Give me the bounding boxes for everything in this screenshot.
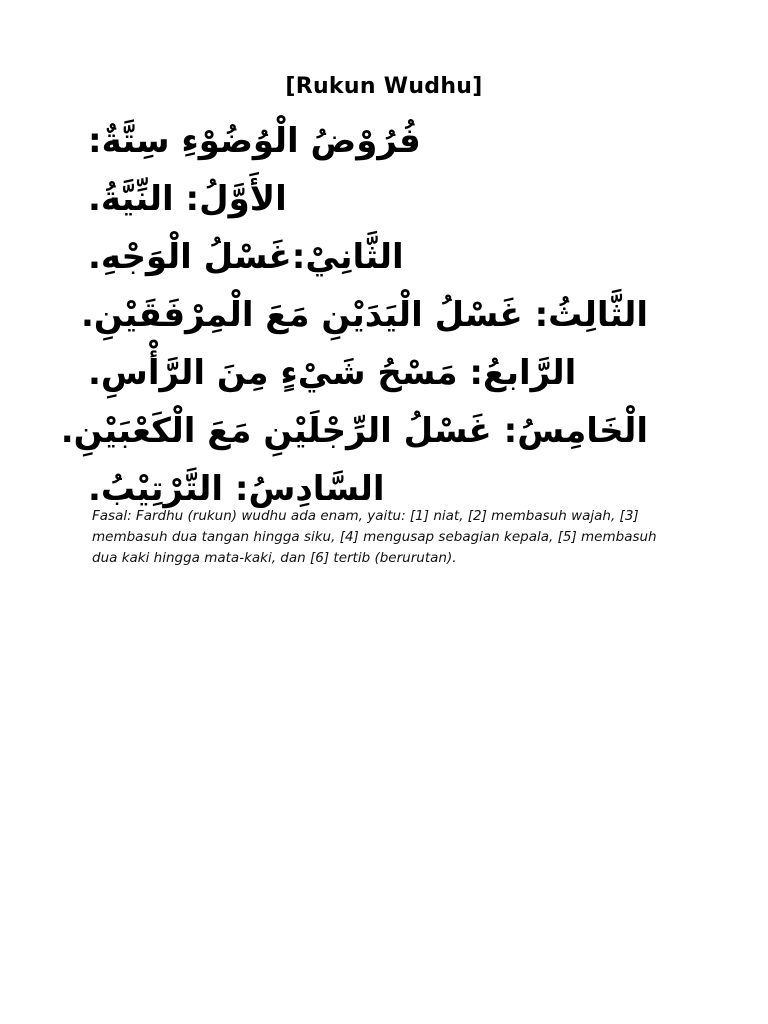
translation-paragraph: Fasal: Fardhu (rukun) wudhu ada enam, yaitu: [1] niat, [2] membasuh wajah, [3] membasuh dua tangan hingga siku, [4] mengusap sebagian kepala, [5] membasuh dua kaki hingga mata-kaki, dan [6] tertib (berurutan). bbox=[92, 508, 657, 566]
arabic-line-fifth: الْخَامِسُ: غَسْلُ الرِّجْلَيْنِ مَعَ الْكَعْبَيْنِ. bbox=[60, 411, 648, 451]
arabic-line-first: الأَوَّلُ: النِّيَّةُ. bbox=[88, 179, 287, 219]
page-title: [Rukun Wudhu] bbox=[285, 74, 483, 99]
arabic-line-sixth: السَّادِسُ: التَّرْتِيْبُ. bbox=[88, 469, 385, 509]
arabic-line-second: الثَّانِيْ:غَسْلُ الْوَجْهِ. bbox=[88, 237, 404, 277]
arabic-heading-line: فُرُوْضُ الْوُضُوْءِ سِتَّةٌ: bbox=[88, 121, 421, 161]
arabic-line-third: الثَّالِثُ: غَسْلُ الْيَدَيْنِ مَعَ الْمِرْفَقَيْنِ. bbox=[80, 295, 648, 335]
arabic-line-fourth: الرَّابعُ: مَسْحُ شَيْءٍ مِنَ الرَّأْسِ. bbox=[88, 353, 577, 393]
arabic-text-block bbox=[60, 112, 648, 518]
